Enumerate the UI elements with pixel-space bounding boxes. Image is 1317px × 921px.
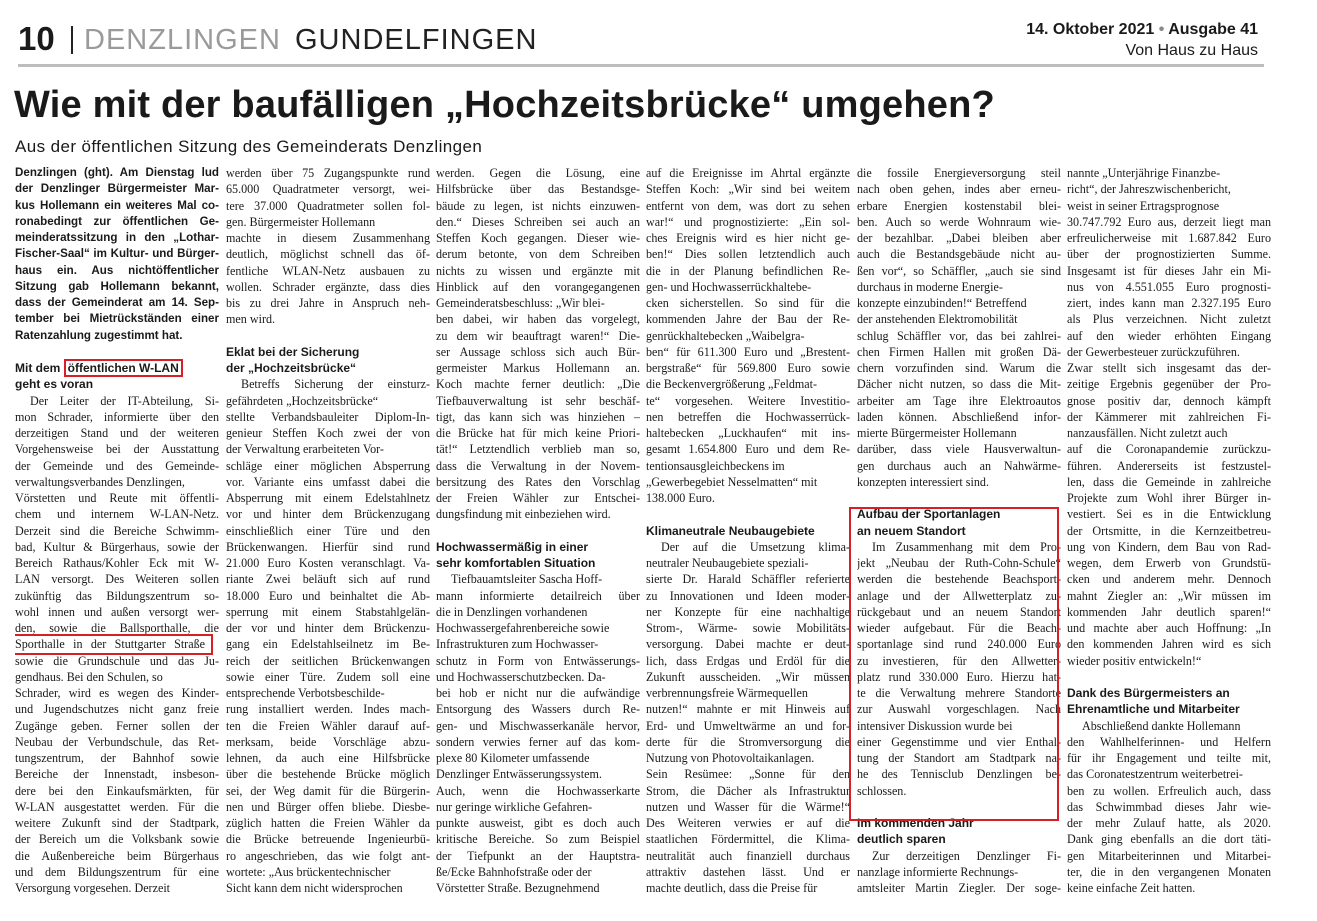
body-text-line: 21.000 Euro Kosten veranschlagt. Va- [226,556,430,570]
highlighted-phrase: öffentlichen W-LAN [64,359,183,377]
body-text-line: riante Zwei beläuft sich auf rund [226,572,430,587]
body-text-line: rung installiert werden. Indes mach- [226,702,430,717]
article-headline: Wie mit der baufälligen „Hochzeitsbrücke“ umgehen? [14,84,995,126]
body-text-line: Auch, wenn die Hochwasserkarte [436,783,640,798]
section-heading: Klimaneutrale Neubaugebiete [646,523,815,538]
body-text-line: Hochwassergefahrenbereiche sowie [436,621,610,635]
body-text-line: die in der Planung befindlichen Re- [646,263,850,278]
body-text-line: der Kämmerer mit zahlreichen Fi- [1067,409,1271,424]
body-text-line: wieder positiv entwickeln!“ [1067,653,1202,668]
body-text-line: wohl innen und außen versorgt wer- [15,604,219,619]
body-text-line: Strom-, Wärme- sowie Mobilitäts- [646,621,850,635]
body-text-line: den, sowie die Ballsporthalle, die [15,621,219,635]
body-text-line: der anstehenden Elektromobilität [857,312,1018,327]
body-text-line: keine einfache Zeit hatten. [1067,881,1196,895]
body-text-line: lich, dass Erdgas und Erdöl für die [646,653,850,668]
body-text-line: nutzen und Wasser für die Wärme!“ [646,799,850,814]
section-heading: Hochwassermäßig in einer [436,539,589,554]
body-text-line: neutraler Neubaugebiete speziali- [646,556,809,570]
body-text-line: schutz in Form von Entwässerungs- [436,653,640,668]
body-text-line: zu Innovationen und Ideen moder- [646,588,850,603]
body-text-line: Nutzung von Photovoltaikanlagen. [646,751,815,765]
section-heading: Im kommenden Jahr [857,816,974,830]
body-text-line: tigt, das kann sich was hinziehen – [436,409,640,424]
body-text-line: der Ortsmitte, in die Kernzeitbetreu- [1067,523,1271,538]
body-text-line: Bereiche der Innenstadt, insbeson- [15,767,219,782]
lead-text-line: haus ein. Aus nichtöffentlicher [15,263,219,277]
body-text-line: Hilfsbrücke über das Bestandsge- [436,182,640,197]
body-text-line: über die bestehende Brücke möglich [226,767,430,782]
body-text-line: ung von Kindern, dem Bau von Rad- [1067,539,1271,554]
section-heading: Aufbau der Sportanlagen [857,507,1001,522]
paragraph-gap [646,506,850,522]
body-text-line: und machte aber auch Hoffnung: „In [1067,621,1271,635]
body-text-line: ro angeschrieben, das wie folgt ant- [226,848,430,863]
body-text-line: Hinblick auf den vorangegangenen [436,279,640,294]
body-text-line: derum betonte, von dem Schreiben [436,247,640,262]
body-text-line: lehnen, da auch eine Hilfsbrücke [226,751,430,765]
masthead [18,18,1264,68]
body-text-line: ches Ereignis wird es hier nicht ge- [646,231,850,245]
body-text-line: die in Denzlingen vorhandenen [436,604,588,619]
body-text-line: bis zu drei Jahre in Anspruch neh- [226,296,430,310]
body-text-line: germeister Markus Hollemann an. [436,361,640,375]
body-text-line: mon Schrader, informierte über den [15,409,219,424]
body-text-line: kommenden Jahre der Bau der Re- [646,312,850,327]
section-heading: Dank des Bürgermeisters an [1067,686,1230,700]
body-text-line: ße/Ecke Bahnhofstraße oder der [436,864,592,879]
body-text-line: Versorgung vorgesehen. Derzeit [15,881,171,895]
body-text-line: zur Auswahl vorgeschlagen. Nach [857,702,1061,717]
body-text-line: als Plus verzeichnen. Nicht zuletzt [1067,312,1271,327]
date-separator: • [1158,21,1165,38]
body-text-line: ßen vor“, so Schäffler, „auch sie sind [857,263,1061,278]
article-column-4 [646,165,850,913]
lead-text-line: Sitzung gab Hollemann bekannt, [15,279,219,293]
body-text-line: durchaus in moderne Energie- [857,279,1003,294]
body-text-line: Zugänge geben. Ferner sollen der [15,718,219,733]
body-text-line: deutlich, möglichst schnell das öf- [226,247,430,262]
body-text-line: auf die Coronapandemie zurückzu- [1067,442,1271,457]
body-text-line: weitere Zukunft sind der Stadtpark, [15,816,219,830]
body-text-line: Brückenwangen. Hierfür sind rund [226,539,430,554]
body-text-line: ben dabei, wir haben das vorgelegt, [436,312,640,327]
body-text-line: Bereich Rathaus/Kohler Eck mit W- [15,556,219,570]
body-text-line: sowie einer Türe. Zudem soll eine [226,669,430,684]
body-text-line: laden können. Abschließend infor- [857,409,1061,424]
body-text-line: auf den wieder erhöhten Eingang [1067,328,1271,343]
lead-text-line: dass der Gemeinderat am 14. Sep- [15,296,219,309]
body-text-line: cken und anderem mehr. Dennoch [1067,572,1271,587]
paragraph-gap [857,490,1061,506]
body-text-line: neutralität auch finanziell durchaus [646,848,850,863]
body-text-line: 30.747.792 Euro aus, derzeit liegt man [1067,214,1271,229]
body-text-line: ten die Freien Wähler darauf auf- [226,718,430,733]
body-text-line: mann informierte detailreich über [436,588,640,603]
body-text-line: ben zu wollen. Erfreulich auch, dass [1067,783,1271,798]
body-text-line: Erd- und Umweltwärme an und for- [646,718,850,733]
body-text-line: über der prognostizierten Summe. [1067,247,1271,262]
body-text-line: verwaltungsverbandes Denzlingen, [15,474,185,489]
section-heading: Eklat bei der Sicherung [226,344,360,359]
body-text-line: len, dass die Gemeinde in zahlreiche [1067,474,1271,489]
body-text-line: konzepten interessiert sind. [857,474,989,489]
body-text-line: die Beckenvergrößerung „Feldmat- [646,377,818,392]
body-text-line: 18.000 Euro und beinhaltet die Ab- [226,588,430,603]
body-text-line: sperrung mit einem Stabstahlgelän- [226,604,430,619]
body-text-line: tät!“ Letztendlich verblieb man so, [436,442,640,457]
body-text-line: chen Firmen Hallen mit großen Dä- [857,344,1061,359]
paragraph-gap [226,328,430,344]
section-heading: an neuem Standort [857,523,966,538]
body-text-line: he des Tennisclub Denzlingen be- [857,767,1061,782]
body-text-line: züglich hatten die Freien Wähler da [226,816,430,830]
body-text-line: Steffen Koch gegangen. Dieser wie- [436,231,640,245]
region-denzlingen: DENZLINGEN [84,24,281,56]
section-heading [15,360,219,376]
article-subheadline: Aus der öffentlichen Sitzung des Gemeinderats Denzlingen [15,137,483,156]
body-text-line: richt“, der Jahreszwischenbericht, [1067,182,1231,197]
body-text-line: Absperrung mit einem Edelstahlnetz [226,491,430,505]
body-text-line: Sein Resümee: „Sonne für den [646,767,850,782]
lead-text-line: der Denzlinger Bürgermeister Mar- [15,182,219,196]
body-text-line: vor und hinter dem Brückenzugang [226,507,430,522]
lead-text-line: Ratenzahlung zugestimmt hat. [15,328,183,342]
body-text-line: ben. Auch so werde Wohnraum wie- [857,214,1061,229]
body-text-line: der Verwaltung erarbeiteten Vor- [226,442,384,457]
body-text-line: reich der seitlichen Brückenwangen [226,653,430,668]
lead-text-line: Fischer-Saal“ im Kultur- und Bürger- [15,247,219,261]
lead-text-line: meinderatssitzung in den „Lothar- [15,231,219,244]
body-text-line: werden über 75 Zugangspunkte rund [226,166,430,180]
body-text-line: stellte Verbandsbauleiter Diplom-In- [226,409,430,424]
body-text-line: schlug Schäffler vor, das bei zahlrei- [857,328,1061,343]
paragraph-gap [15,344,219,360]
body-text-line: entsprechende Verbotsbeschilde- [226,686,385,700]
paragraph-gap [436,523,640,539]
body-text-line: tere 37.000 Quadratmeter sollen fol- [226,198,430,213]
body-text-line: Schrader, wird es wegen des Kinder- [15,686,219,700]
body-text-line: 138.000 Euro. [646,491,715,505]
section-heading: Ehrenamtliche und Mitarbeiter [1067,702,1240,717]
body-text-line: Insgesamt ist für dieses Jahr ein Mi- [1067,263,1271,278]
body-text-line: Vörstetten und Reute mit öffentli- [15,491,219,505]
body-text-line: gang ein Edelstahlseilnetz im Be- [226,637,430,652]
body-text-line: Zwar stellt sich insgesamt das der- [1067,361,1271,375]
article-column-6 [1067,165,1271,913]
body-text-line: LAN versorgt. Des Weiteren sollen [15,572,219,587]
body-text-line: war!“ und prognostizierte: „Ein sol- [646,214,850,229]
body-text-line: Denzlinger Entwässerungssystem. [436,767,602,782]
body-text-line: und Jugendschutzes nicht ganz freie [15,702,219,717]
body-text-line: men wird. [226,312,276,327]
body-text-line: Dächer nicht nutzen, so dass die Mit- [857,377,1061,392]
body-text-line: intensiver Diskussion wurde bei [857,718,1013,733]
body-text-line: bersitzung des Rates den Vorschlag [436,474,640,489]
body-text-line: plexe 80 Kilometer umfassende [436,751,590,765]
body-text-line: erfreulicherweise mit 1.687.842 Euro [1067,231,1271,245]
page-number: 10 [18,20,55,57]
body-text-line: kritische Bereiche. So zum Beispiel [436,832,640,847]
body-text-line: das Schwimmbad dieses Jahr wie- [1067,799,1271,814]
body-text-line: Der auf die Umsetzung klima- [661,539,850,554]
body-text-line: machte deutlich, dass die Preise für [646,881,818,895]
body-text-line: sportanlage sind rund 240.000 Euro [857,637,1061,652]
body-text-line: vor. Variante eins umfasst dabei die [226,474,430,489]
body-text-line: der mehr Zulauf hatte, als 2020. [1067,816,1271,830]
body-text-line: Infrastrukturen zum Hochwasser- [436,637,599,652]
body-text-line: Dank ging ebenfalls an die dort täti- [1067,832,1271,847]
body-text-line: sowie die Grundschule und das Ju- [15,653,219,668]
body-text-line: Projekte zum Wohl ihrer Bürger in- [1067,491,1271,505]
body-text-line: Koch machte ferner deutlich: „Die [436,377,640,392]
body-text-line: Abschließend dankte Hollemann [1082,718,1241,733]
body-text-line: und dem Bildungszentrum für eine [15,864,219,879]
section-heading: der „Hochzeitsbrücke“ [226,361,357,375]
body-text-line: Im Zusammenhang mit dem Pro- [872,539,1061,554]
body-text-line: Strom, die Dächer als Infrastruktur [646,783,850,798]
body-text-line: gefährdeten „Hochzeitsbrücke“ [226,393,379,408]
section-heading: deutlich sparen [857,832,946,847]
body-text-line: der vor und hinter dem Brückenzu- [226,621,430,635]
article-column-3 [436,165,640,913]
section-heading: sehr komfortablen Situation [436,556,596,570]
body-text-line: wortete: „Aus brückentechnischer [226,864,391,879]
body-text-line: gen Mitarbeiterinnen und Mitarbei- [1067,848,1271,863]
body-text-line: attraktiv dastehen lässt. Und er [646,864,850,879]
body-text-line: sierte Dr. Harald Schäffler referierte [646,572,850,587]
body-text-line: weist in seiner Ertragsprognose [1067,198,1220,213]
dateline [1026,20,1258,40]
lead-text-line: tember bei Mietrückständen einer [15,312,219,326]
body-text-line: genieur Steffen Koch zwei der von [226,426,430,440]
body-text-line: werden die bestehende Beachsport- [857,572,1061,587]
body-text-line: vestiert. Sei es in die Entwicklung [1067,507,1271,522]
body-text-line: zukünftig das Bildungszentrum so- [15,588,219,603]
body-text-line: anlage und der Allwetterplatz zu- [857,588,1061,603]
body-text-line: entfernt von dem, was dort zu sehen [646,198,850,213]
body-text-line: führen. Andererseits ist festzustel- [1067,458,1271,473]
body-text-line: W-LAN ausgestattet werden. Für die [15,799,219,814]
body-text-line: ser Aussage schloss sich auch Bür- [436,344,640,359]
body-text-line: wollen. Schrader ergänzte, dass dies [226,279,430,294]
body-text-line: nannte „Unterjährige Finanzbe- [1067,166,1221,180]
body-text-line: zu dem wir beauftragt waren!“ Die- [436,328,640,343]
body-text-line: die Brücke hat für mich keine Priori- [436,426,640,440]
body-text-line: die Außenbereiche beim Bürgerhaus [15,848,219,863]
body-text-line: jekt „Neubau der Ruth-Cohn-Schule“ [857,556,1061,570]
body-text-line: nen und Bürger offen bliebe. Diesbe- [226,799,430,814]
body-text-line: dungsfindung mit einbeziehen wird. [436,507,611,522]
lead-text-line: Denzlingen (ght). Am Dienstag lud [15,166,219,179]
body-text-line: sondern verwies ferner auf das kom- [436,734,640,749]
body-text-line: der Freien Wähler zur Entschei- [436,491,640,505]
lead-text-line: ronabedingt zur öffentlichen Ge- [15,214,219,228]
body-text-line: zu investieren, für den Allwetter- [857,653,1061,668]
body-text-line: gnose positiv dar, dennoch kämpft [1067,393,1271,408]
body-text-line: versorgung. Dabei machte er deut- [646,637,850,652]
body-text-line: dass die Verwaltung in der Novem- [436,458,640,473]
body-text-line: Entsorgung des Wassers durch Re- [436,702,640,717]
body-text-line: konzepte einzubinden!“ Betreffend [857,296,1027,310]
body-text-line: Tiefbauverwaltung ist sehr beschäf- [436,393,640,408]
body-text-line: Gemeinderatsbeschluss: „Wir blei- [436,296,605,310]
body-text-line: Derzeit sind die Bereiche Schwimm- [15,523,219,538]
body-text-line: bad, Kultur & Bürgerhaus, sowie der [15,539,219,554]
body-text-line: mierte Bürgermeister Hollemann [857,426,1017,440]
body-text-line: Zur derzeitigen Denzlinger Fi- [872,848,1061,863]
body-text-line: kommenden Jahr deutlich sparen!“ [1067,604,1271,619]
body-text-line: darüber, dass viele Hausverwaltun- [857,442,1061,457]
body-text-line: amtsleiter Martin Ziegler. Der soge- [857,881,1061,895]
body-text-line: Neubau der Verbundschule, das Ret- [15,734,219,749]
body-text-line: ner Konzepte für eine nachhaltige [646,604,850,619]
body-text-line: nanzausfällen. Nicht zuletzt auch [1067,426,1228,440]
body-text-line: platz rund 330.000 Euro. Hierzu hat- [857,669,1061,684]
lead-text-line: kus Hollemann ein weiteres Mal co- [15,198,219,212]
article-column-2 [226,165,430,913]
body-text-line: einschließlich einer Türe und den [226,523,430,538]
body-text-line: sei, der Weg damit für die Bürgerin- [226,783,430,798]
body-text-line: ziert, indes kann man 2.327.195 Euro [1067,296,1271,310]
body-text-line: auf die Ereignisse im Ahrtal ergänzte [646,166,850,180]
body-text-line: der bezahlbar. „Dabei bleiben aber [857,231,1061,245]
region-gundelfingen: GUNDELFINGEN [295,24,538,56]
body-text-line: ben“ für 611.300 Euro und „Brestent- [646,344,850,359]
body-text-line: merksam, beide Vorschläge abzu- [226,734,430,749]
body-text-line: den.“ Dieses Schreiben sei auch an [436,214,640,229]
body-text-line: nach oben gehen, indes aber erneu- [857,182,1061,197]
body-text-line: der Gemeinde und des Gemeinde- [15,458,219,473]
body-text-line: dere bei den Einkaufsmärkten, für [15,783,219,798]
body-text-line: einer Gegenstimme und vier Enthal- [857,734,1061,749]
body-text-line: erbare Energien kostenstabil blei- [857,198,1061,213]
body-text-line: cken sicherstellen. So sind für die [646,296,850,310]
body-text-line: Tiefbauamtsleiter Sascha Hoff- [451,572,603,587]
body-text-line: arbeiter am Tage ihre Elektroautos [857,393,1061,408]
body-text-line: genrückhaltebecken „Waibelgra- [646,328,805,343]
body-text-line: Der Leiter der IT-Abteilung, Si- [30,393,219,408]
body-text-line: ter, die in den vergangenen Monaten [1067,864,1271,879]
body-text-line: der Gewerbesteuer zurückzuführen. [1067,344,1240,359]
body-text-line: der Bereich um die Volksbank sowie [15,832,219,847]
paragraph-gap [1067,669,1271,685]
body-text-line: chern vorzufinden sind. Warum die [857,361,1061,375]
issue-number: Ausgabe 41 [1168,21,1258,38]
body-text-line: nutzen!“ mahnte er mit Hinweis auf [646,702,850,717]
body-text-line: ben!“ Dies sollen letztendlich auch [646,247,850,262]
body-text-line: machte in diesem Zusammenhang [226,231,430,245]
body-text-line: gen. Bürgermeister Hollemann [226,214,376,229]
body-text-line: rückgebaut und an neuem Standort [857,604,1061,619]
body-text-line: derzeitigen Stand und der weiteren [15,426,219,440]
highlighted-line: Sporthalle in der Stuttgarter Straße [15,636,211,652]
body-text-line: gen durchaus auch an Nahwärme- [857,458,1061,473]
body-text-line: derte für die Stromversorgung die [646,734,850,749]
body-text-line: Zukunft ausscheiden. „Wir müssen [646,669,850,684]
article-column-1 [15,165,219,913]
body-text-line: nus von 4.551.055 Euro prognosti- [1067,279,1271,294]
body-text-line: verbrennungsfreie Wärmequellen [646,686,808,700]
body-text-line: gen- und Hochwasserrückhaltebe- [646,279,812,294]
newspaper-name: Von Haus zu Haus [1125,42,1258,59]
masthead-separator [71,26,73,54]
body-text-line: auch die Bestandsgebäude nicht au- [857,247,1061,262]
body-text-line: der Tiefpunkt an der Hauptstra- [436,848,640,863]
body-text-line: te“ vorgesehen. Weitere Investitio- [646,393,850,408]
body-text-line: den Wahlhelferinnen- und Helfern [1067,734,1271,749]
body-text-line: Sicht kann dem nicht widersprochen [226,881,403,895]
body-text-line: werden. Gegen die Lösung, eine [436,166,640,180]
body-text-line: bergstraße“ für 569.800 Euro sowie [646,361,850,375]
body-text-line: 65.000 Quadratmeter versorgt, wei- [226,182,430,197]
body-text-line: wieder aufgebaut. Für die Beach- [857,621,1061,635]
body-text-line: die fossile Energieversorgung steil [857,166,1061,180]
body-text-line: te die Verwaltung mehrere Standorte [857,686,1061,700]
body-text-line: Vörstetter Straße. Bezugnehmend [436,881,600,895]
body-text-line: Steffen Koch: „Wir sind bei weitem [646,182,850,197]
body-text-line: schlossen. [857,783,907,798]
highlight-box-sportanlagen [849,507,1059,821]
body-text-line: Vorgehensweise bei der Ausstattung [15,442,219,457]
body-text-line: und Hochwasserschutzbecken. Da- [436,669,606,684]
body-text-line: schläge einer möglichen Absperrung [226,458,430,473]
body-text-line: nen betreffen die Hochwasserrück- [646,409,850,424]
body-text-line: nanzlage informierte Rechnungs- [857,864,1019,879]
body-text-line: nur geringe wirkliche Gefahren- [436,799,593,814]
issue-date: 14. Oktober 2021 [1026,21,1155,38]
body-text-line: zeitige Ergebnis gegenüber der Pro- [1067,377,1271,392]
body-text-line: den kommenden Jahren wird es sich [1067,637,1271,652]
body-text-line: punkte ausweist, gibt es doch auch [436,816,640,830]
body-text-line: tung der Standort am Stadtpark na- [857,751,1061,765]
body-text-line: Des Weiteren verwies er auf die [646,816,850,830]
body-text-line: die Brücke betreuende Ingenieurbü- [226,832,430,847]
body-text-line: nichts zu wissen und ergänzte mit [436,263,640,278]
body-text-line: gesamt 1.654.800 Euro und dem Re- [646,442,850,457]
body-text-line: „Gewerbegebiet Nesselmatten“ mit [646,474,818,489]
body-text-line: bei hob er nicht nur die aufwändige [436,686,640,700]
body-text-line: staatlichen Fördermittel, die Klima- [646,832,850,847]
body-text-line: für ihr Engagement und teilte mit, [1067,751,1271,765]
body-text-line: bäude zu legen, ist nichts einzuwen- [436,198,640,213]
body-text-line: tentionsausgleichbeckens im [646,458,785,473]
body-text-line: fentliche WLAN-Netz ausbauen zu [226,263,430,278]
header-rule [18,64,1264,67]
body-text-line: wegen, dem Erwerb von Grundstü- [1067,556,1271,570]
body-text-line: das Coronatestzentrum weiterbetrei- [1067,767,1243,782]
body-text-line: tungszentrum, der Bahnhof sowie [15,751,219,765]
section-heading-text: Mit dem [15,361,64,375]
body-text-line: mahnt Ziegler an: „Wir müssen im [1067,588,1271,603]
body-text-line: Betreffs Sicherung der einsturz- [241,377,430,392]
body-text-line: haltebecken „Luckhaufen“ mit ins- [646,426,850,440]
body-text-line: gendhaus. Bei den Schulen, so [15,669,163,684]
section-heading: geht es voran [15,377,94,392]
body-text-line: chem und internem W-LAN-Netz. [15,507,219,522]
body-text-line: gen- und Mischwasserkanäle hervor, [436,718,640,733]
